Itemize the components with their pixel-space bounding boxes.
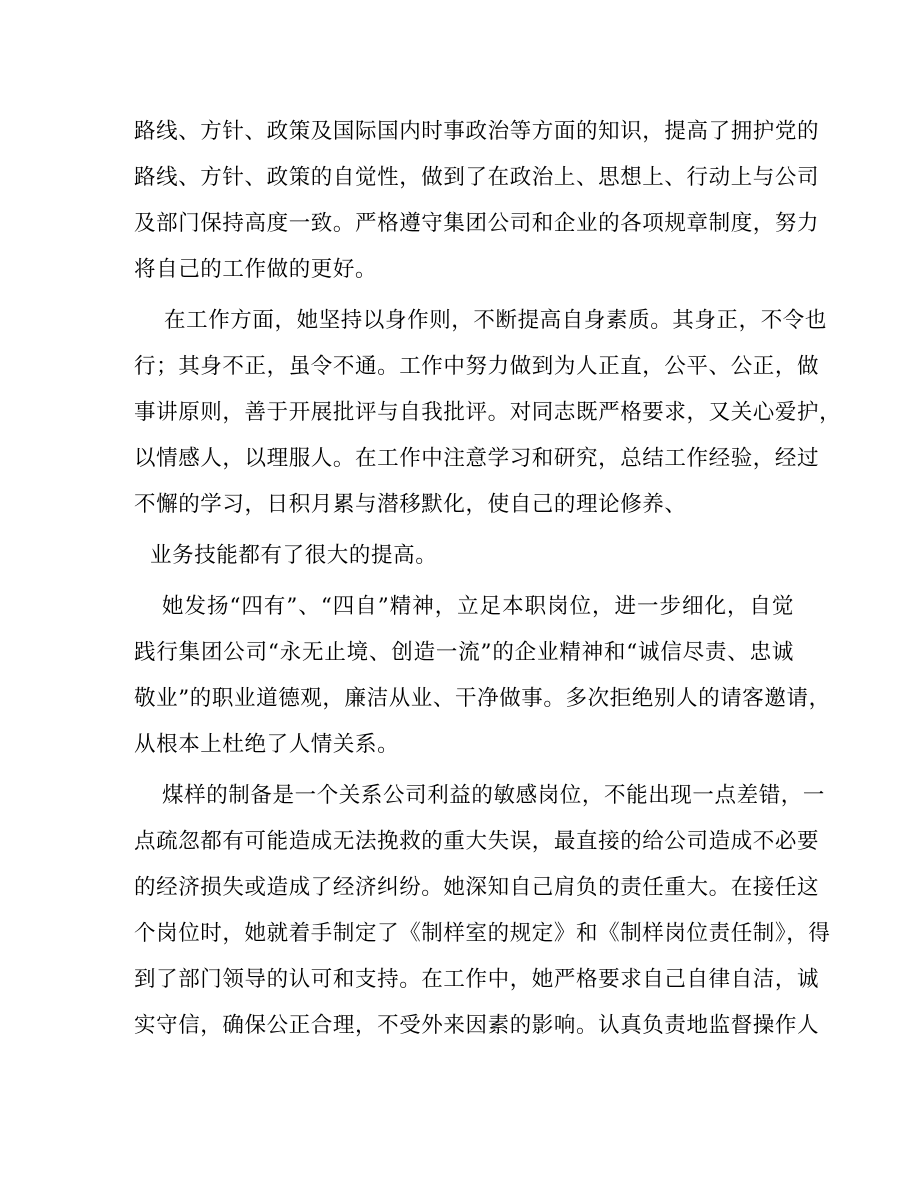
text-line: 及部门保持高度一致。严格遵守集团公司和企业的各项规章制度，努力 [134, 211, 820, 236]
text-line: 她发扬“四有”、“四自”精神，立足本职岗位，进一步细化，自觉 [162, 594, 794, 619]
text-line: 实守信，确保公正合理，不受外来因素的影响。认真负责地监督操作人 [134, 1013, 820, 1038]
text-line: 以情感人，以理服人。在工作中注意学习和研究，总结工作经验，经过 [134, 446, 820, 471]
text-line: 业务技能都有了很大的提高。 [150, 543, 438, 568]
text-line: 不懈的学习，日积月累与潜移默化，使自己的理论修养、 [134, 492, 687, 517]
text-line: 敬业”的职业道德观，廉洁从业、干净做事。多次拒绝别人的请客邀请， [134, 686, 831, 711]
text-line: 个岗位时，她就着手制定了《制样室的规定》和《制样岗位责任制》，得 [134, 921, 831, 946]
text-line: 事讲原则，善于开展批评与自我批评。对同志既严格要求，又关心爱护， [134, 400, 842, 425]
text-line: 煤样的制备是一个关系公司利益的敏感岗位，不能出现一点差错，一 [162, 783, 826, 808]
text-line: 行；其身不正，虽令不通。工作中努力做到为人正直，公平、公正，做 [134, 354, 820, 379]
text-line: 路线、方针、政策的自觉性，做到了在政治上、思想上、行动上与公司 [134, 165, 820, 190]
text-line: 在工作方面，她坚持以身作则，不断提高自身素质。其身正，不令也 [164, 308, 828, 333]
text-line: 的经济损失或造成了经济纠纷。她深知自己肩负的责任重大。在接任这 [134, 875, 820, 900]
text-line: 点疏忽都有可能造成无法挽救的重大失误，最直接的给公司造成不必要 [134, 829, 820, 854]
text-line: 将自己的工作做的更好。 [134, 257, 378, 282]
text-line: 践行集团公司“永无止境、创造一流”的企业精神和“诚信尽责、忠诚 [134, 640, 794, 665]
text-line: 路线、方针、政策及国际国内时事政治等方面的知识，提高了拥护党的 [134, 119, 820, 144]
text-line: 从根本上杜绝了人情关系。 [134, 732, 400, 757]
text-line: 到了部门领导的认可和支持。在工作中，她严格要求自己自律自洁，诚 [134, 967, 820, 992]
